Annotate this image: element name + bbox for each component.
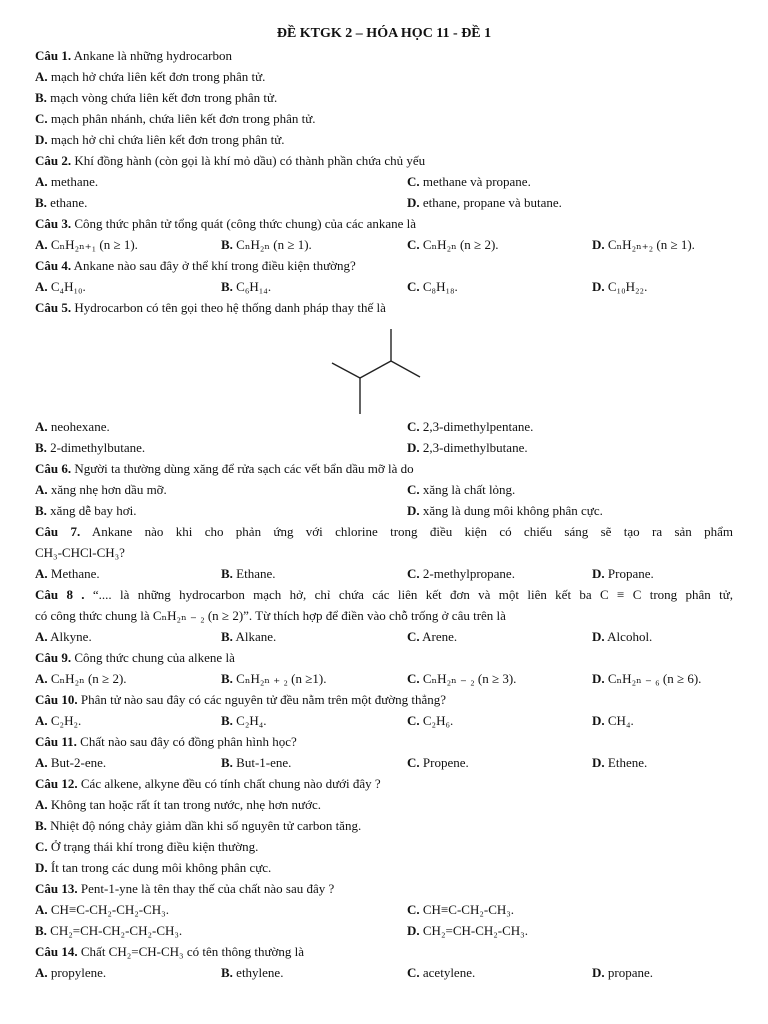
bond-line (360, 361, 391, 378)
option-c: C. methane và propane. (407, 174, 531, 189)
option-a: A. methane. (35, 174, 99, 189)
option-d: D. Ethene. (592, 755, 648, 770)
option-a: A. Alkyne. (35, 629, 92, 644)
option-text: mạch phân nhánh, chứa liên kết đơn trong phân tử. (47, 111, 316, 126)
question-number: Câu 10. (35, 692, 78, 707)
option-a: A. C₄H₁₀. (35, 279, 86, 294)
question-7 (35, 524, 733, 540)
option-d (35, 132, 733, 148)
option-text: mạch hở chứa liên kết đơn trong phân tử. (47, 69, 266, 84)
exam-title: ĐỀ KTGK 2 – HÓA HỌC 11 - ĐỀ 1 (276, 26, 492, 41)
option-a: A. Không tan hoặc rất ít tan trong nước, nhẹ hơn nước. (35, 797, 321, 812)
option-b: B. C₆H₁₄. (221, 279, 272, 294)
option-d: D. CₙH₂ₙ₊₂ (n ≥ 1). (592, 237, 695, 252)
question-text: Ankane là những hydrocarbon (71, 48, 232, 63)
question-8-cont: có công thức chung là CₙH₂ₙ ₋ ₂ (n ≥ 2)”. Từ thích hợp để điền vào chỗ trống ở câu trên là (35, 608, 506, 623)
question-13 (35, 881, 733, 897)
option-c: C. Propene. (407, 755, 469, 770)
option-text: mạch vòng chứa liên kết đơn trong phân tử. (46, 90, 278, 105)
option-b: B. 2-dimethylbutane. (35, 440, 146, 455)
option-a: A. Methane. (35, 566, 100, 581)
question-number: Câu 3. (35, 216, 72, 231)
option-c: C. 2,3-dimethylpentane. (407, 419, 534, 434)
option-d: D. C₁₀H₂₂. (592, 279, 648, 294)
option-b: B. CₙH₂ₙ (n ≥ 1). (221, 237, 312, 252)
question-text: Công thức phân tử tổng quát (công thức chung) của các ankane là (71, 216, 417, 231)
option-c: C. Ở trạng thái khí trong điều kiện thường. (35, 839, 259, 854)
question-4 (35, 258, 733, 274)
question-number: Câu 13. (35, 881, 78, 896)
option-b (35, 90, 733, 106)
question-number: Câu 11. (35, 734, 77, 749)
question-text: Pent-1-yne là tên thay thế của chất nào sau đây ? (77, 881, 335, 896)
option-c: C. C₂H₆. (407, 713, 454, 728)
question-text: Phân tử nào sau đây có các nguyên tử đều nằm trên một đường thẳng? (77, 692, 447, 707)
option-a: A. But-2-ene. (35, 755, 107, 770)
option-a: A. neohexane. (35, 419, 110, 434)
option-a: A. CₙH₂ₙ (n ≥ 2). (35, 671, 127, 686)
option-b: B. ethane. (35, 195, 88, 210)
question-8 (35, 587, 733, 603)
option-b: B. xăng dễ bay hơi. (35, 503, 137, 518)
option-b: B. Ethane. (221, 566, 276, 581)
question-number: Câu 4. (35, 258, 72, 273)
option-b: B. Alkane. (221, 629, 277, 644)
question-number: Câu 8 . (35, 587, 85, 602)
question-text: Công thức chung của alkene là (71, 650, 235, 665)
bond-line (332, 363, 360, 378)
question-number: Câu 7. (35, 524, 81, 539)
option-b: B. C₂H₄. (221, 713, 267, 728)
option-c: C. CH≡C-CH₂-CH₃. (407, 902, 515, 917)
question-text: Chất CH₂=CH-CH₃ có tên thông thường là (77, 944, 305, 959)
option-label: A. (35, 69, 48, 84)
question-text: Hydrocarbon có tên gọi theo hệ thống danh pháp thay thế là (71, 300, 386, 315)
option-b: B. CH₂=CH-CH₂-CH₂-CH₃. (35, 923, 183, 938)
option-c: C. acetylene. (407, 965, 476, 980)
option-d: D. Propane. (592, 566, 654, 581)
option-d: D. 2,3-dimethylbutane. (407, 440, 528, 455)
option-a: A. CH≡C-CH₂-CH₂-CH₃. (35, 902, 169, 917)
question-6 (35, 461, 733, 477)
option-a: A. C₂H₂. (35, 713, 82, 728)
question-5 (35, 300, 733, 316)
option-c: C. CₙH₂ₙ ₋ ₂ (n ≥ 3). (407, 671, 517, 686)
option-d: D. propane. (592, 965, 654, 980)
question-7-cont: CH₃-CHCl-CH₃? (35, 545, 125, 560)
question-number: Câu 5. (35, 300, 72, 315)
option-a (35, 69, 733, 85)
question-text: Ankane nào sau đây ở thể khí trong điều kiện thường? (71, 258, 356, 273)
question-text: Chất nào sau đây có đồng phân hình học? (76, 734, 297, 749)
question-text: Người ta thường dùng xăng để rửa sạch các vết bẩn dầu mỡ là do (71, 461, 414, 476)
question-1 (35, 48, 733, 64)
option-a: A. CₙH₂ₙ₊₁ (n ≥ 1). (35, 237, 138, 252)
option-d: D. CH₄. (592, 713, 634, 728)
option-b: B. Nhiệt độ nóng chảy giảm dần khi số nguyên tử carbon tăng. (35, 818, 362, 833)
question-number: Câu 1. (35, 48, 72, 63)
option-c: C. Arene. (407, 629, 458, 644)
skeletal-structure-diagram (320, 325, 440, 420)
question-number: Câu 6. (35, 461, 72, 476)
question-number: Câu 9. (35, 650, 72, 665)
option-b: B. CₙH₂ₙ ₊ ₂ (n ≥1). (221, 671, 327, 686)
option-b: B. But-1-ene. (221, 755, 292, 770)
question-number: Câu 12. (35, 776, 78, 791)
question-number: Câu 14. (35, 944, 78, 959)
question-text: Ankane nào khi cho phản ứng với chlorine trong điều kiện có chiếu sáng sẽ tạo ra sản phẩm (80, 524, 733, 539)
option-a: A. xăng nhẹ hơn dầu mỡ. (35, 482, 167, 497)
option-c: C. CₙH₂ₙ (n ≥ 2). (407, 237, 499, 252)
question-text: Khí đồng hành (còn gọi là khí mỏ dầu) có thành phần chứa chủ yếu (71, 153, 426, 168)
option-d: D. Ít tan trong các dung môi không phân cực. (35, 860, 272, 875)
question-2 (35, 153, 733, 169)
question-text: “.... là những hydrocarbon mạch hở, chỉ chứa các liên kết đơn và một liên kết ba C ≡ C trong phân tử, (84, 587, 733, 602)
option-d: D. CₙH₂ₙ ₋ ₆ (n ≥ 6). (592, 671, 702, 686)
option-b: B. ethylene. (221, 965, 284, 980)
option-d: D. CH₂=CH-CH₂-CH₃. (407, 923, 528, 938)
bond-line (391, 361, 420, 377)
question-number: Câu 2. (35, 153, 72, 168)
option-c: C. xăng là chất lỏng. (407, 482, 516, 497)
option-label: C. (35, 111, 48, 126)
option-d: D. ethane, propane và butane. (407, 195, 562, 210)
option-c: C. 2-methylpropane. (407, 566, 515, 581)
question-10 (35, 692, 733, 708)
question-text: Các alkene, alkyne đều có tính chất chung nào dưới đây ? (77, 776, 381, 791)
option-text: mạch hở chỉ chứa liên kết đơn trong phân tử. (47, 132, 285, 147)
option-label: B. (35, 90, 47, 105)
question-3 (35, 216, 733, 232)
question-12 (35, 776, 733, 792)
option-d: D. xăng là dung môi không phân cực. (407, 503, 603, 518)
option-a: A. propylene. (35, 965, 107, 980)
option-c: C. C₈H₁₈. (407, 279, 458, 294)
option-d: D. Alcohol. (592, 629, 653, 644)
question-14 (35, 944, 733, 960)
option-label: D. (35, 132, 48, 147)
option-c (35, 111, 733, 127)
question-9 (35, 650, 733, 666)
question-11 (35, 734, 733, 750)
